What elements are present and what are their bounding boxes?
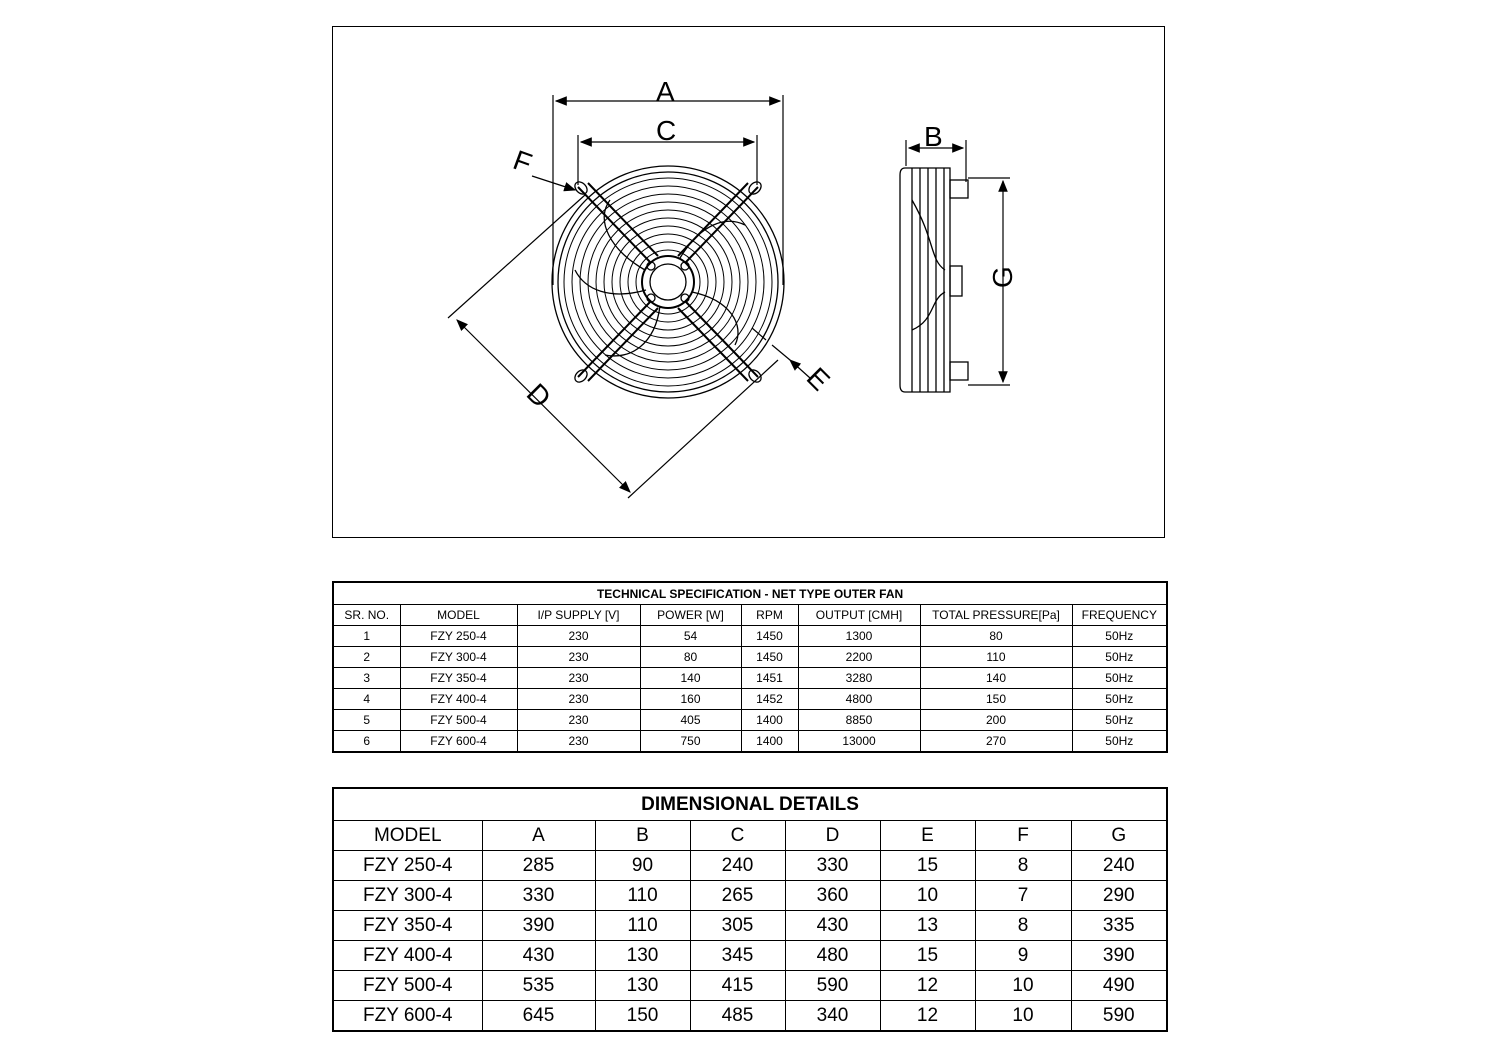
table-cell: 110 <box>595 911 690 941</box>
column-header: TOTAL PRESSURE[Pa] <box>920 605 1072 626</box>
table-cell: 15 <box>880 941 975 971</box>
table-cell: 50Hz <box>1072 731 1167 753</box>
grille-ring <box>636 250 700 314</box>
table-row <box>333 971 1167 1001</box>
table-cell: 13 <box>880 911 975 941</box>
table-cell: 150 <box>920 689 1072 710</box>
table-cell: 50Hz <box>1072 668 1167 689</box>
table-row <box>333 851 1167 881</box>
table-cell: 5 <box>333 710 400 731</box>
table-cell: 1 <box>333 626 400 647</box>
table-row <box>333 1001 1167 1032</box>
grille-ring <box>564 178 772 386</box>
table-cell: 54 <box>640 626 741 647</box>
table-cell: 240 <box>690 851 785 881</box>
table-cell: 305 <box>690 911 785 941</box>
table-cell: 415 <box>690 971 785 1001</box>
table-cell: 90 <box>595 851 690 881</box>
table-cell: FZY 350-4 <box>333 911 482 941</box>
table-cell: 345 <box>690 941 785 971</box>
table-cell: 2200 <box>798 647 920 668</box>
column-header: E <box>880 821 975 851</box>
table-cell: 13000 <box>798 731 920 753</box>
dim-table-title: DIMENSIONAL DETAILS <box>333 788 1167 821</box>
table-cell: 265 <box>690 881 785 911</box>
table-cell: 330 <box>785 851 880 881</box>
dimension-lines <box>448 95 810 498</box>
table-cell: 1451 <box>741 668 798 689</box>
table-cell: 80 <box>640 647 741 668</box>
table-cell: 1452 <box>741 689 798 710</box>
grille-ring <box>572 186 764 378</box>
table-row <box>333 911 1167 941</box>
table-cell: 3280 <box>798 668 920 689</box>
grille-ring <box>596 210 740 354</box>
table-row <box>333 881 1167 911</box>
table-cell: 6 <box>333 731 400 753</box>
grille-ring <box>580 194 756 370</box>
label-c: C <box>656 115 677 146</box>
table-cell: 2 <box>333 647 400 668</box>
table-cell: 140 <box>640 668 741 689</box>
dimensional-details-table <box>332 787 1168 1032</box>
grille-ring <box>628 242 708 322</box>
table-cell: 230 <box>517 668 640 689</box>
table-cell: 240 <box>1071 851 1167 881</box>
table-cell: 50Hz <box>1072 647 1167 668</box>
table-cell: 110 <box>920 647 1072 668</box>
table-cell: 645 <box>482 1001 595 1032</box>
table-cell: 230 <box>517 710 640 731</box>
table-cell: 200 <box>920 710 1072 731</box>
table-cell: 485 <box>690 1001 785 1032</box>
table-cell: 150 <box>595 1001 690 1032</box>
table-cell: 430 <box>482 941 595 971</box>
table-cell: 9 <box>975 941 1071 971</box>
table-row <box>333 731 1167 753</box>
table-cell: 390 <box>482 911 595 941</box>
table-cell: 10 <box>880 881 975 911</box>
table-cell: FZY 600-4 <box>333 1001 482 1032</box>
column-header: G <box>1071 821 1167 851</box>
table-cell: 130 <box>595 971 690 1001</box>
table-cell: 12 <box>880 1001 975 1032</box>
table-cell: 750 <box>640 731 741 753</box>
table-cell: 405 <box>640 710 741 731</box>
column-header: OUTPUT [CMH] <box>798 605 920 626</box>
table-cell: FZY 300-4 <box>333 881 482 911</box>
table-cell: 230 <box>517 689 640 710</box>
table-cell: 430 <box>785 911 880 941</box>
table-cell: 8 <box>975 911 1071 941</box>
table-cell: 140 <box>920 668 1072 689</box>
table-cell: 535 <box>482 971 595 1001</box>
label-f: F <box>509 144 536 180</box>
column-header: D <box>785 821 880 851</box>
label-d: D <box>520 377 558 414</box>
table-row <box>333 941 1167 971</box>
table-cell: 230 <box>517 626 640 647</box>
table-cell: 1300 <box>798 626 920 647</box>
table-cell: 15 <box>880 851 975 881</box>
table-row <box>333 626 1167 647</box>
table-cell: 8850 <box>798 710 920 731</box>
table-cell: FZY 250-4 <box>400 626 517 647</box>
table-row <box>333 668 1167 689</box>
dim-table-header <box>333 821 1167 851</box>
table-cell: 50Hz <box>1072 689 1167 710</box>
table-cell: FZY 350-4 <box>400 668 517 689</box>
front-view <box>552 166 784 398</box>
column-header: FREQUENCY <box>1072 605 1167 626</box>
table-cell: FZY 400-4 <box>400 689 517 710</box>
table-cell: 110 <box>595 881 690 911</box>
table-cell: 3 <box>333 668 400 689</box>
table-cell: 390 <box>1071 941 1167 971</box>
technical-specification-table <box>332 581 1168 753</box>
column-header: POWER [W] <box>640 605 741 626</box>
table-cell: 4800 <box>798 689 920 710</box>
table-cell: 4 <box>333 689 400 710</box>
table-cell: 8 <box>975 851 1071 881</box>
table-cell: 340 <box>785 1001 880 1032</box>
label-e: E <box>800 361 836 397</box>
spec-table-title: TECHNICAL SPECIFICATION - NET TYPE OUTER FAN <box>333 582 1167 605</box>
table-cell: 80 <box>920 626 1072 647</box>
table-cell: 290 <box>1071 881 1167 911</box>
table-cell: 1450 <box>741 647 798 668</box>
table-cell: 480 <box>785 941 880 971</box>
table-cell: 285 <box>482 851 595 881</box>
table-row <box>333 689 1167 710</box>
table-cell: FZY 500-4 <box>400 710 517 731</box>
column-header: C <box>690 821 785 851</box>
column-header: A <box>482 821 595 851</box>
label-b: B <box>924 121 943 152</box>
table-cell: 160 <box>640 689 741 710</box>
column-header: MODEL <box>400 605 517 626</box>
column-header: SR. NO. <box>333 605 400 626</box>
column-header: I/P SUPPLY [V] <box>517 605 640 626</box>
column-header: RPM <box>741 605 798 626</box>
table-cell: 1400 <box>741 731 798 753</box>
table-cell: 590 <box>1071 1001 1167 1032</box>
grille-ring <box>604 218 732 346</box>
column-header: F <box>975 821 1071 851</box>
table-cell: 10 <box>975 1001 1071 1032</box>
table-cell: FZY 250-4 <box>333 851 482 881</box>
table-cell: 590 <box>785 971 880 1001</box>
table-cell: 490 <box>1071 971 1167 1001</box>
table-cell: 330 <box>482 881 595 911</box>
table-cell: 130 <box>595 941 690 971</box>
table-cell: 7 <box>975 881 1071 911</box>
table-cell: 230 <box>517 731 640 753</box>
table-cell: 1400 <box>741 710 798 731</box>
table-cell: 12 <box>880 971 975 1001</box>
table-cell: 360 <box>785 881 880 911</box>
spec-table-header <box>333 605 1167 626</box>
table-cell: 335 <box>1071 911 1167 941</box>
table-cell: FZY 500-4 <box>333 971 482 1001</box>
grille-ring <box>612 226 724 338</box>
side-dimension-lines <box>906 140 1010 385</box>
column-header: B <box>595 821 690 851</box>
table-cell: 10 <box>975 971 1071 1001</box>
table-cell: 50Hz <box>1072 626 1167 647</box>
side-view <box>900 168 968 392</box>
label-a: A <box>656 76 675 107</box>
table-cell: 1450 <box>741 626 798 647</box>
table-row <box>333 710 1167 731</box>
column-header: MODEL <box>333 821 482 851</box>
table-cell: FZY 400-4 <box>333 941 482 971</box>
table-row <box>333 647 1167 668</box>
table-cell: 230 <box>517 647 640 668</box>
label-g: G <box>987 266 1018 288</box>
table-cell: FZY 600-4 <box>400 731 517 753</box>
table-cell: 270 <box>920 731 1072 753</box>
grille-ring <box>620 234 716 330</box>
table-cell: 50Hz <box>1072 710 1167 731</box>
table-cell: FZY 300-4 <box>400 647 517 668</box>
